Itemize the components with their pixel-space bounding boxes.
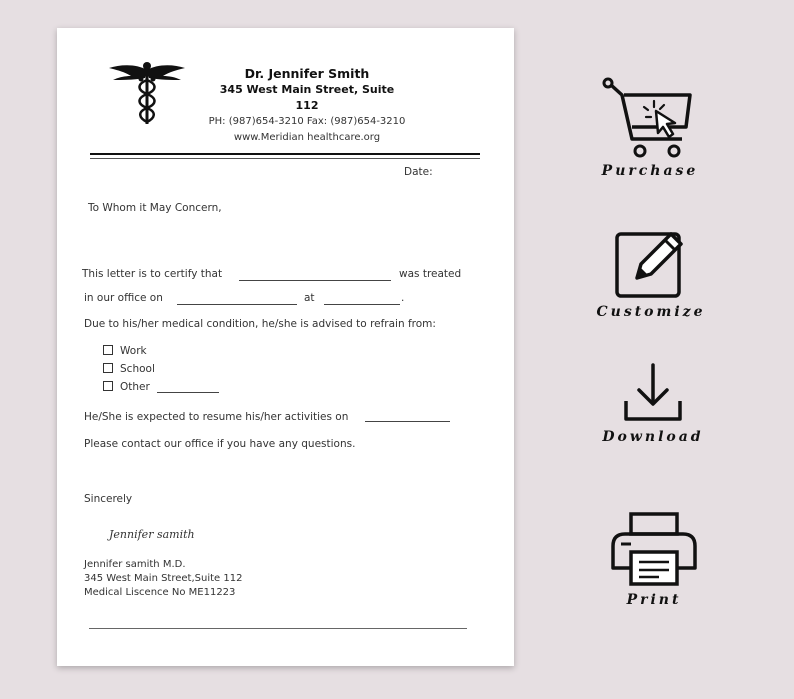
option-label: Work [120,345,147,357]
patient-name-blank[interactable] [239,280,391,281]
other-blank[interactable] [157,392,219,393]
print-label: Print [626,592,682,608]
option-work[interactable] [103,345,147,357]
feature-purchase [590,77,710,179]
license-number: Medical Liscence No ME11223 [84,587,236,598]
checkbox[interactable] [103,381,113,391]
checkbox[interactable] [103,363,113,373]
footer-line [89,628,467,629]
edit-pencil-icon [613,224,689,300]
condition-line: Due to his/her medical condition, he/she is advised to refrain from: [84,318,436,330]
printer-icon [609,512,699,588]
signer-name: Jennifer samith M.D. [84,559,186,570]
option-school[interactable] [103,363,155,375]
checkbox[interactable] [103,345,113,355]
header-divider [90,153,480,155]
feature-download [593,363,713,445]
option-label: School [120,363,155,375]
feature-print [594,512,714,608]
resume-line: He/She is expected to resume his/her activities on [84,411,349,423]
visit-date-blank[interactable] [177,304,297,305]
download-label: Download [602,429,704,445]
clinic-address: 345 West Main Street, Suite 112 [219,83,395,112]
certify-prefix: This letter is to certify that [82,268,223,280]
option-label: Other [120,381,150,393]
option-other[interactable] [103,381,150,393]
signer-address: 345 West Main Street,Suite 112 [84,573,243,584]
letterhead [207,66,407,146]
caduceus-logo-icon [107,56,187,126]
at-label: at [304,292,315,304]
visit-time-blank[interactable] [324,304,400,305]
office-on-label: in our office on [84,292,163,304]
certify-suffix: was treated [399,268,462,280]
closing: Sincerely [84,493,133,505]
website: www.Meridian healthcare.org [233,132,381,143]
salutation: To Whom it May Concern, [88,202,222,214]
feature-customize [591,224,711,320]
purchase-label: Purchase [601,163,699,179]
shopping-cart-icon [602,77,698,159]
customize-label: Customize [596,304,706,320]
phone-fax: PH: (987)654-3210 Fax: (987)654-3210 [208,116,406,127]
contact-line: Please contact our office if you have any questions. [84,438,356,450]
doctor-name: Dr. Jennifer Smith [244,66,370,81]
signature: Jennifer samith [109,528,195,541]
download-icon [622,363,684,425]
resume-date-blank[interactable] [365,421,450,422]
date-label: Date: [404,166,433,178]
header-divider-thin [90,158,480,159]
letter-document [57,28,514,666]
period: . [401,292,405,304]
